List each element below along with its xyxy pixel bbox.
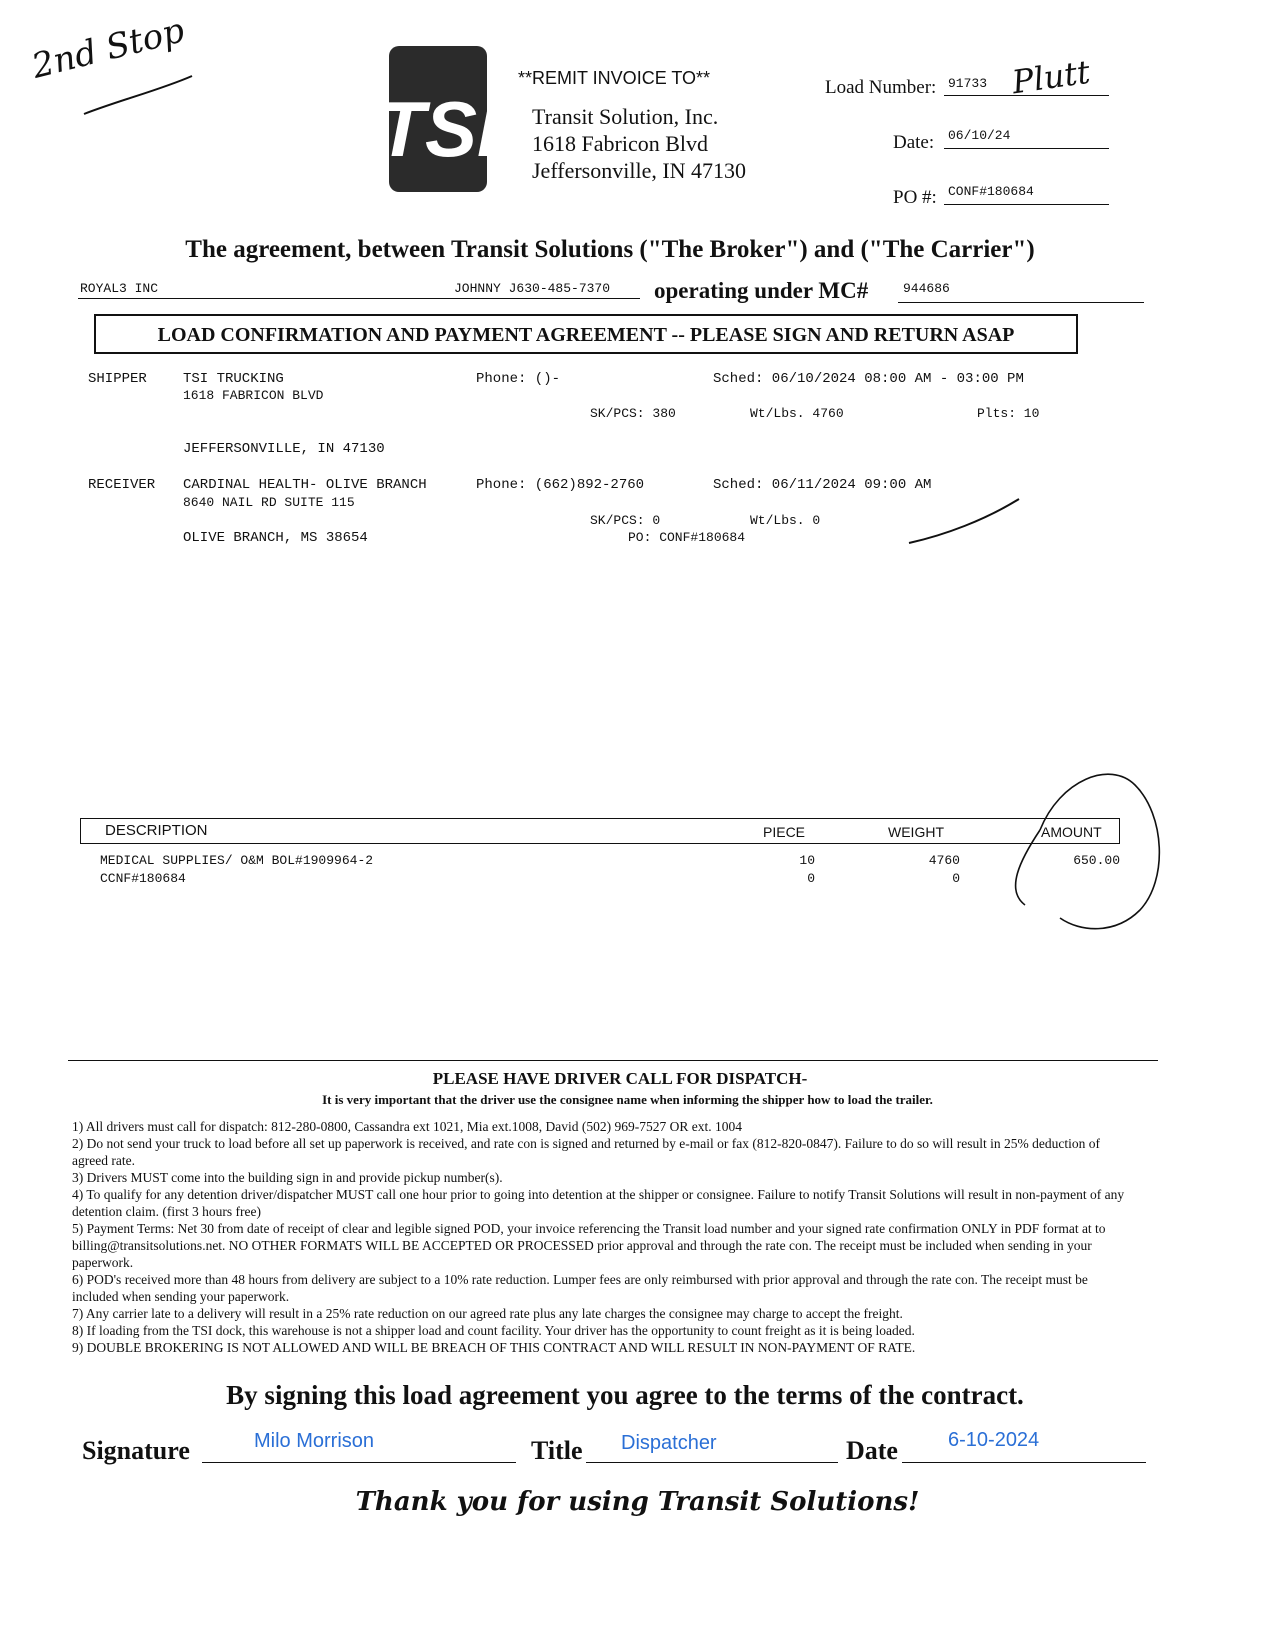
handwritten-load-note: Plutt xyxy=(1009,52,1093,102)
date-label: Date: xyxy=(893,132,935,153)
banner-text: LOAD CONFIRMATION AND PAYMENT AGREEMENT -- PLEASE SIGN AND RETURN ASAP xyxy=(157,324,1015,346)
receiver-pieces: SK/PCS: 0 xyxy=(590,513,661,528)
dispatch-subheading: It is very important that the driver use the consignee name when informing the shipper how to load the trailer. xyxy=(322,1092,933,1107)
date-sign-label: Date xyxy=(846,1436,898,1465)
remit-street: 1618 Fabricon Blvd xyxy=(532,131,708,156)
closing-statement: By signing this load agreement you agree to the terms of the contract. xyxy=(226,1380,1024,1410)
handwritten-underline xyxy=(80,70,200,120)
carrier-contact: JOHNNY J630-485-7370 xyxy=(454,281,611,296)
receiver-weight: Wt/Lbs. 0 xyxy=(750,513,821,528)
term-5: 5) Payment Terms: Net 30 from date of receipt of clear and legible signed POD, your invoice referencing the Transit load number and your signed rate confirmation ONLY in PDF format at to billing@transitsolutions.net. NO OTHER FORMATS WILL BE ACCEPTED OR PROCESSED prior approval and through the rate con. The receipt must be included when sending in your paperwork. xyxy=(72,1221,1106,1270)
term-6: 6) POD's received more than 48 hours from delivery are subject to a 10% rate reduction. Lumper fees are only reimbursed with prior approval and through the rate con. The receipt must be included when sending your paperwork. xyxy=(72,1272,1088,1304)
term-3: 3) Drivers MUST come into the building sign in and provide pickup number(s). xyxy=(72,1170,503,1185)
logo-mark xyxy=(377,46,499,192)
handwritten-note: 2nd Stop xyxy=(28,10,189,87)
col-piece: PIECE xyxy=(763,824,806,840)
load-number-value: 91733 xyxy=(948,76,988,91)
dispatch-heading: PLEASE HAVE DRIVER CALL FOR DISPATCH- xyxy=(432,1069,808,1088)
receiver-name: CARDINAL HEALTH- OLIVE BRANCH xyxy=(183,477,427,493)
shipper-address: 1618 FABRICON BLVD xyxy=(183,388,324,403)
term-4: 4) To qualify for any detention driver/dispatcher MUST call one hour prior to going into detention at the shipper or consignee. Failure to notify Transit Solutions will result in non-payment of any detention claim. (first 3 hours free) xyxy=(72,1187,1125,1219)
handwritten-circle xyxy=(1000,760,1170,940)
carrier-name: ROYAL3 INC xyxy=(80,281,159,296)
shipper-city: JEFFERSONVILLE, IN 47130 xyxy=(183,441,385,457)
receiver-phone: Phone: (662)892-2760 xyxy=(476,477,645,493)
signature-value[interactable]: Milo Morrison xyxy=(254,1430,375,1452)
carrier-line xyxy=(78,298,640,299)
po-line xyxy=(944,204,1109,205)
agreement-title: The agreement, between Transit Solutions ("The Broker") and ("The Carrier") xyxy=(185,236,1035,263)
signature-line[interactable] xyxy=(202,1462,516,1463)
po-value: CONF#180684 xyxy=(948,184,1034,199)
item-amount: 650.00 xyxy=(1073,853,1120,868)
shipper-weight: Wt/Lbs. 4760 xyxy=(750,406,844,421)
shipper-phone: Phone: ()- xyxy=(476,371,561,387)
date-sign-line[interactable] xyxy=(902,1462,1146,1463)
col-weight: WEIGHT xyxy=(888,824,944,840)
item-weight: 0 xyxy=(952,871,960,886)
terms-list xyxy=(72,1118,1134,1356)
item-description: CCNF#180684 xyxy=(100,871,186,886)
svg-text:TSI: TSI xyxy=(377,85,499,173)
date-line xyxy=(944,148,1109,149)
item-weight: 4760 xyxy=(928,853,960,868)
receiver-label: RECEIVER xyxy=(88,477,156,493)
date-sign-value[interactable]: 6-10-2024 xyxy=(948,1429,1040,1451)
remit-city: Jeffersonville, IN 47130 xyxy=(532,158,747,183)
item-piece: 10 xyxy=(799,853,815,868)
mc-line xyxy=(898,302,1144,303)
signature-label: Signature xyxy=(82,1436,190,1465)
col-description: DESCRIPTION xyxy=(105,822,208,839)
title-value[interactable]: Dispatcher xyxy=(621,1432,717,1454)
item-description: MEDICAL SUPPLIES/ O&M BOL#1909964-2 xyxy=(100,853,374,868)
term-1: 1) All drivers must call for dispatch: 812-280-0800, Cassandra ext 1021, Mia ext.1008, David (502) 969-7527 OR ext. 1004 xyxy=(72,1119,743,1134)
shipper-pieces: SK/PCS: 380 xyxy=(590,406,676,421)
load-confirmation-banner xyxy=(94,314,1078,354)
shipper-pallets: Plts: 10 xyxy=(977,406,1040,421)
receiver-address: 8640 NAIL RD SUITE 115 xyxy=(183,495,355,510)
term-8: 8) If loading from the TSI dock, this warehouse is not a shipper load and count facility. Your driver has the opportunity to count freight as it is being loaded. xyxy=(72,1323,915,1338)
term-2: 2) Do not send your truck to load before all set up paperwork is received, and rate con is signed and returned by e-mail or fax (812-820-0847). Failure to do so will result in 25% deduction of agreed rate. xyxy=(72,1136,1100,1168)
mc-label: operating under MC# xyxy=(654,278,869,303)
term-9: 9) DOUBLE BROKERING IS NOT ALLOWED AND WILL BE BREACH OF THIS CONTRACT AND WILL RESULT IN NON-PAYMENT OF RATE. xyxy=(72,1340,916,1355)
date-value: 06/10/24 xyxy=(948,128,1011,143)
mc-value: 944686 xyxy=(903,281,950,296)
handwritten-check-stroke xyxy=(905,495,1025,550)
item-piece: 0 xyxy=(807,871,815,886)
term-7: 7) Any carrier late to a delivery will result in a 25% rate reduction on our agreed rate plus any late charges the consignee may charge to accept the freight. xyxy=(72,1306,903,1321)
shipper-sched: Sched: 06/10/2024 08:00 AM - 03:00 PM xyxy=(713,371,1024,387)
remit-company: Transit Solution, Inc. xyxy=(532,104,719,129)
title-label: Title xyxy=(531,1436,583,1465)
col-amount: AMOUNT xyxy=(1041,824,1102,840)
section-divider xyxy=(68,1060,1158,1061)
receiver-po: PO: CONF#180684 xyxy=(628,530,746,545)
thank-you-text: Thank you for using Transit Solutions! xyxy=(355,1487,920,1517)
shipper-label: SHIPPER xyxy=(88,371,147,387)
remit-heading: **REMIT INVOICE TO** xyxy=(518,68,711,88)
shipper-name: TSI TRUCKING xyxy=(183,371,284,387)
title-line[interactable] xyxy=(586,1462,838,1463)
receiver-sched: Sched: 06/11/2024 09:00 AM xyxy=(713,477,932,493)
load-number-label: Load Number: xyxy=(825,77,937,98)
items-table-header xyxy=(80,818,1120,844)
po-label: PO #: xyxy=(893,187,937,208)
tsi-logo xyxy=(377,46,499,192)
receiver-city: OLIVE BRANCH, MS 38654 xyxy=(183,530,368,546)
